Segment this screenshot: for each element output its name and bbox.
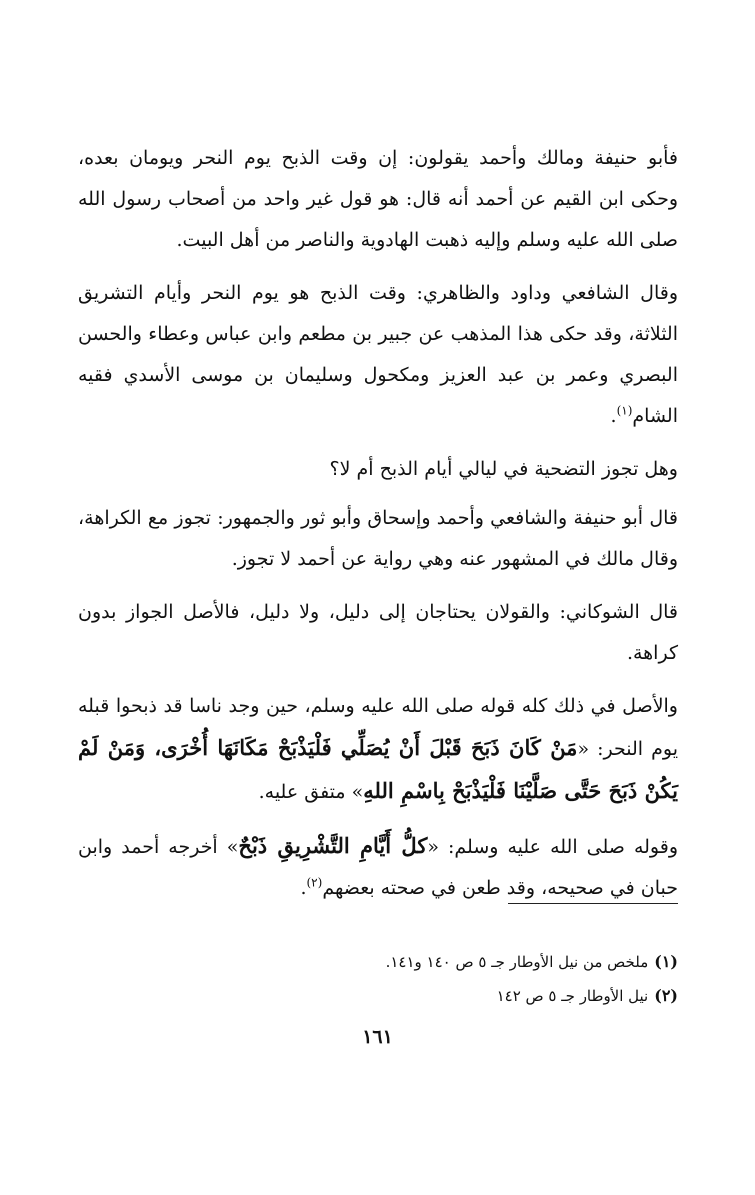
paragraph-trail: . [300,877,307,899]
page-number: ١٦١ [362,1026,393,1048]
footnote-1 [150,945,678,979]
main-text [78,138,678,921]
paragraph-text: قال أبو حنيفة والشافعي وأحمد وإسحاق وأبو ثور والجمهور: تجوز مع الكراهة، وقال مالك في المشهور عنه وهي رواية عن أحمد لا تجوز. [78,507,678,570]
footnote-text: نيل الأوطار جـ ٥ ص ١٤٢ [496,987,649,1005]
footnote-number: (٢) [654,986,678,1005]
paragraph-text: قال الشوكاني: والقولان يحتاجان إلى دليل، ولا دليل، فالأصل الجواز بدون كراهة. [78,601,678,664]
footnote-number: (١) [654,952,678,971]
footnote-2 [150,979,678,1013]
footnotes [150,945,678,1013]
paragraph-majority-opinion [78,498,678,580]
paragraph-slaughter-time-hanafi [78,138,678,261]
paragraph-hadith-evidence [78,686,678,813]
hadith-quote: كلُّ أَيَّامِ التَّشْرِيقِ ذَبْحٌ [238,833,428,858]
paragraph-outro: » أخرجه أحمد وابن حبان في صحيحه، وقد طعن في صحته بعضهم [78,836,678,899]
paragraph-night-question [78,449,678,490]
footnote-separator [508,903,678,904]
paragraph-text: وقال الشافعي وداود والظاهري: وقت الذبح هو يوم النحر وأيام التشريق الثلاثة، وقد حكى هذا المذهب عن جبير بن مطعم وابن عباس وعطاء والحسن البصري وعمر بن عبد العزيز ومكحول وسليمان بن موسى الأسدي فقيه الشام [78,282,678,427]
footnote-ref: (٢) [306,875,323,890]
paragraph-slaughter-time-shafii [78,273,678,437]
paragraph-shawkani [78,592,678,674]
paragraph-tashreeq-hadith [78,825,678,909]
footnote-ref: (١) [616,403,633,418]
paragraph-intro: والأصل في ذلك كله قوله صلى الله عليه وسلم، حين وجد ناسا قد ذبحوا قبله يوم النحر: « [78,695,678,760]
paragraph-text: فأبو حنيفة ومالك وأحمد يقولون: إن وقت الذبح يوم النحر ويومان بعده، وحكى ابن القيم عن أحمد أنه قال: هو قول غير واحد من أصحاب رسول الله صلى الله عليه وسلم وإليه ذهبت الهادوية والناصر من أهل البيت. [78,147,678,251]
footnote-text: ملخص من نيل الأوطار جـ ٥ ص ١٤٠ و١٤١. [385,953,649,971]
paragraph-outro: » متفق عليه. [258,781,364,803]
paragraph-intro: وقوله صلى الله عليه وسلم: « [427,836,679,858]
paragraph-text: وهل تجوز التضحية في ليالي أيام الذبح أم لا؟ [329,458,678,480]
paragraph-trail: . [610,405,617,427]
hadith-quote: مَنْ كَانَ ذَبَحَ قَبْلَ أَنْ يُصَلِّي فَلْيَذْبَحْ مَكَانَهَا أُخْرَى، وَمَنْ لَمْ يَكُنْ ذَبَحَ حَتَّى صَلَّيْنَا فَلْيَذْبَحْ بِاسْمِ اللهِ [78,735,678,803]
